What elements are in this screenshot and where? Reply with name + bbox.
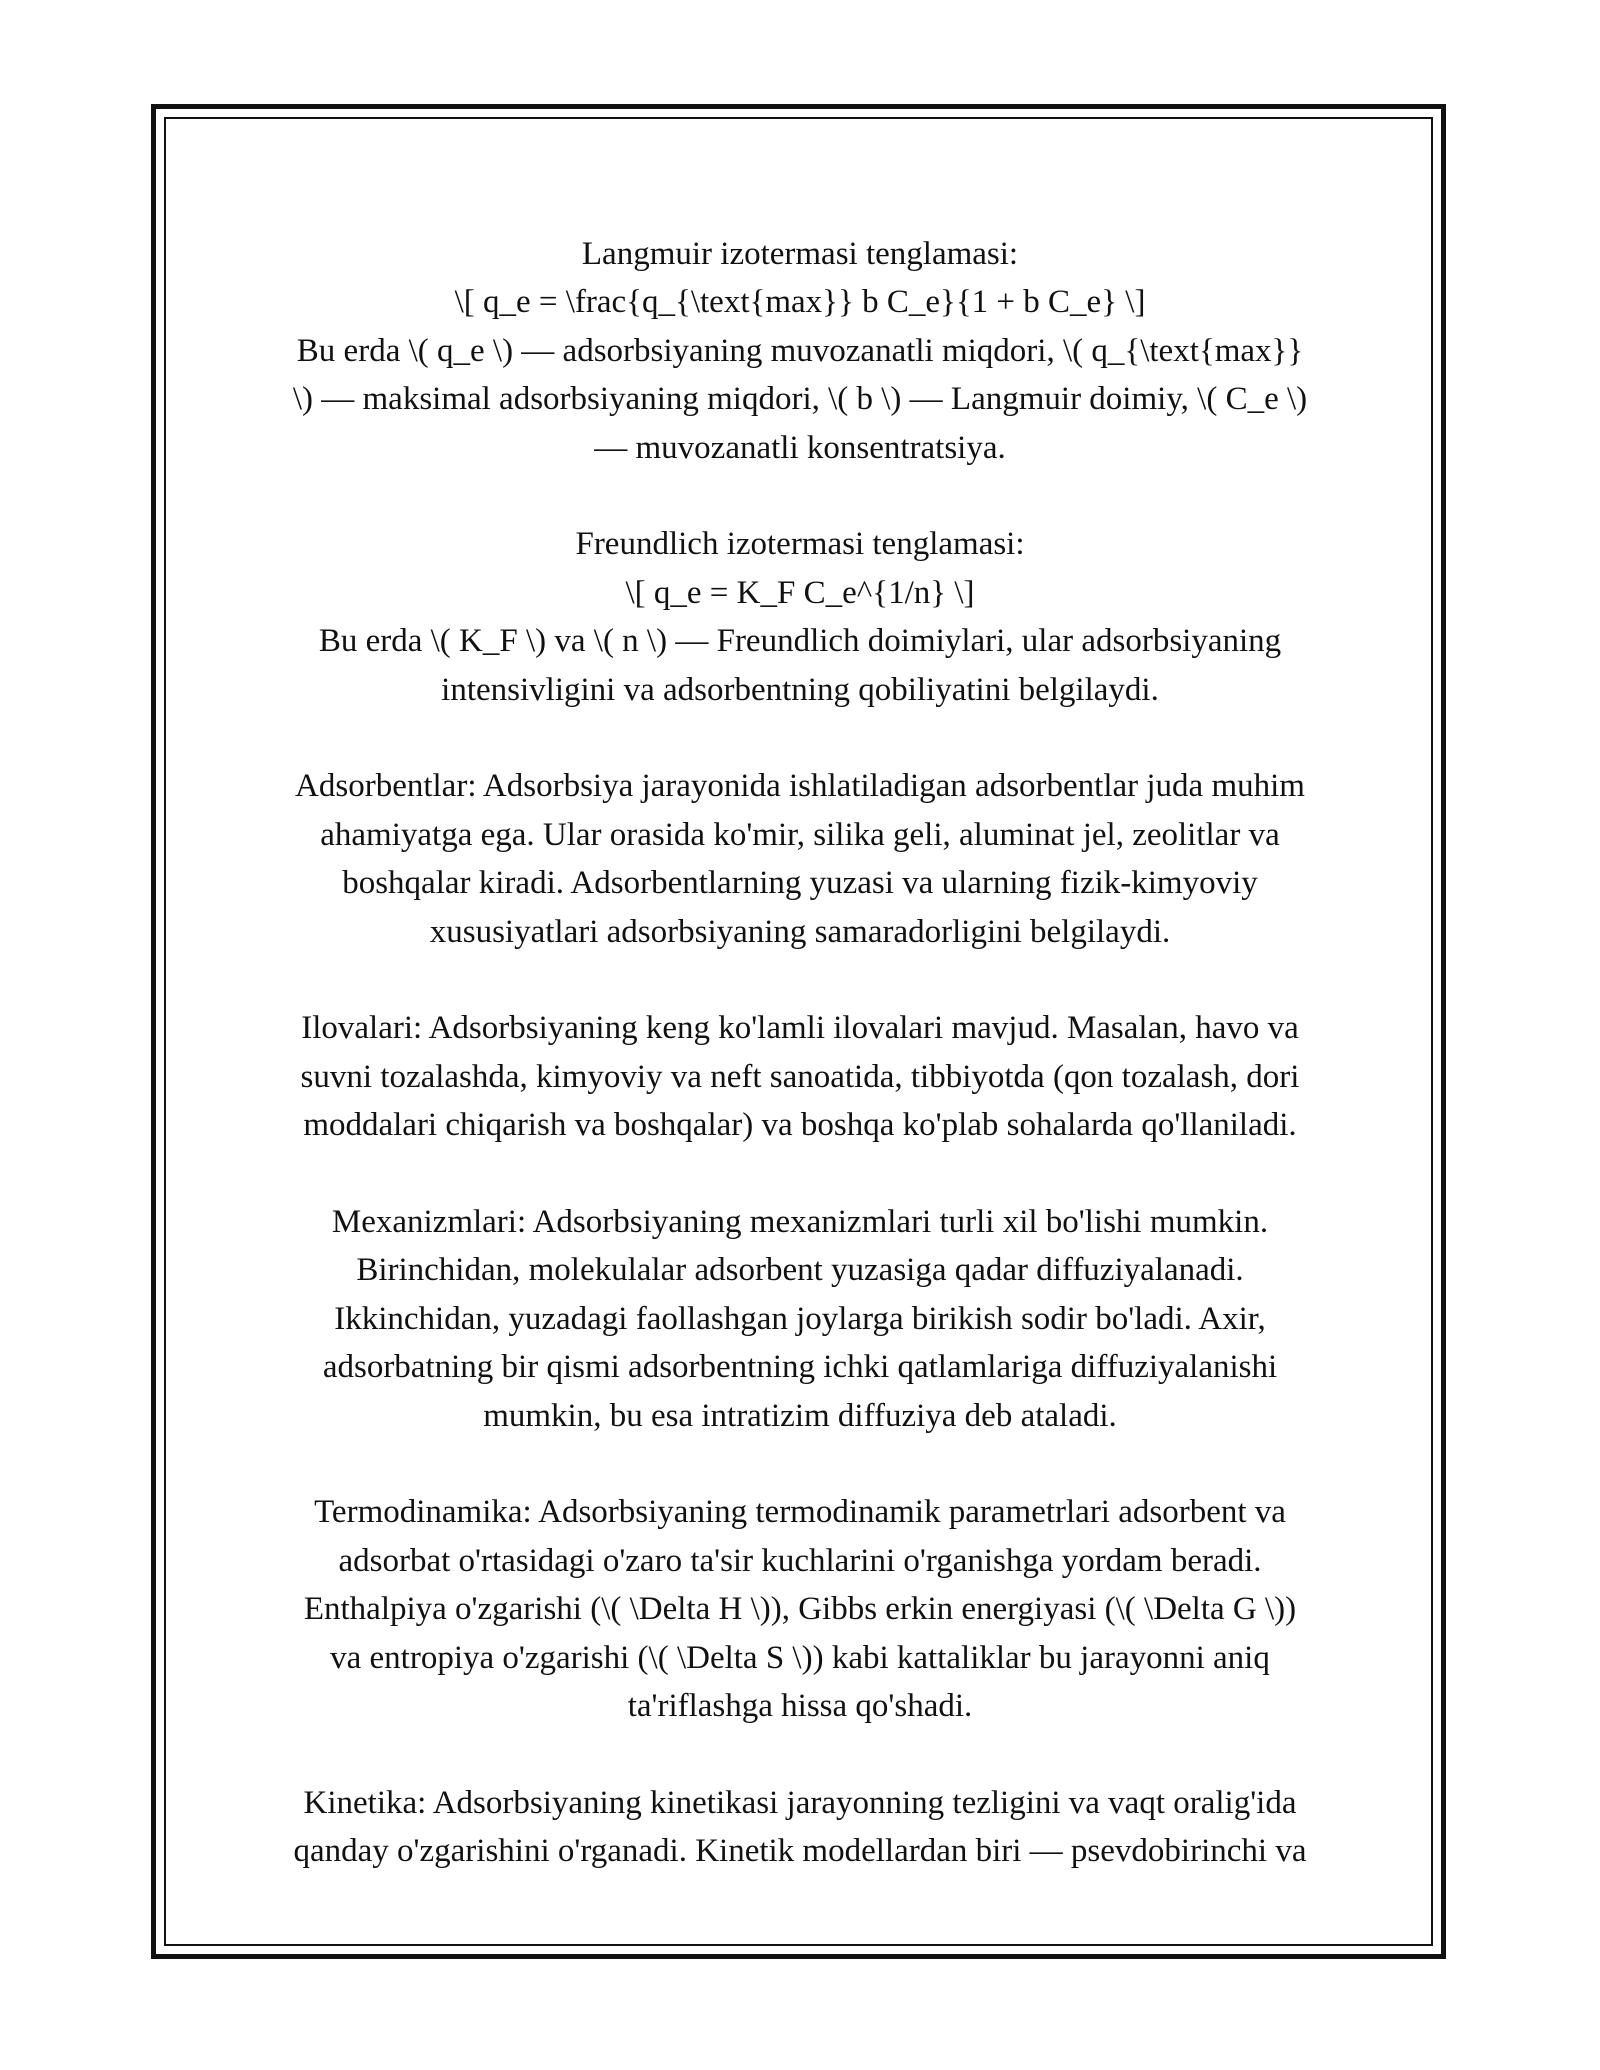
text-line: Ikkinchidan, yuzadagi faollashgan joylarga birikish sodir bo'ladi. Axir, [334,1300,1266,1337]
paragraph-mexanizmlari [222,1198,1378,1440]
text-line: Bu erda \( K_F \) va \( n \) — Freundlich doimiylari, ular adsorbsiyaning [318,623,1282,660]
formula-line: \[ q_e = K_F C_e^{1/n} \] [625,574,975,611]
document-body [222,230,1378,1924]
text-line: adsorbatning bir qismi adsorbentning ichki qatlamlariga diffuziyalanishi [322,1349,1278,1386]
text-line: qanday o'zgarishini o'rganadi. Kinetik modellardan biri — psevdobirinchi va [293,1833,1307,1870]
text-line: — muvozanatli konsentratsiya. [594,429,1006,466]
paragraph-adsorbentlar [222,762,1378,956]
text-line: ahamiyatga ega. Ular orasida ko'mir, silika geli, aluminat jel, zeolitlar va [320,816,1280,853]
text-line: Birinchidan, molekulalar adsorbent yuzasiga qadar diffuziyalanadi. [356,1252,1244,1289]
text-line: adsorbat o'rtasidagi o'zaro ta'sir kuchlarini o'rganishga yordam beradi. [338,1542,1262,1579]
text-line: Kinetika: Adsorbsiyaning kinetikasi jarayonning tezligini va vaqt oralig'ida [303,1784,1297,1821]
text-line: \) — maksimal adsorbsiyaning miqdori, \( b \) — Langmuir doimiy, \( C_e \) [292,381,1308,418]
text-line: Ilovalari: Adsorbsiyaning keng ko'lamli ilovalari mavjud. Masalan, havo va [301,1010,1299,1047]
text-line: moddalari chiqarish va boshqalar) va boshqa ko'plab sohalarda qo'llaniladi. [303,1107,1297,1144]
text-line: ta'riflashga hissa qo'shadi. [627,1688,973,1725]
text-line: intensivligini va adsorbentning qobiliyatini belgilaydi. [441,671,1159,708]
text-line: Enthalpiya o'zgarishi (\( \Delta H \)), Gibbs erkin energiyasi (\( \Delta G \)) [303,1591,1297,1628]
paragraph-ilovalari [222,1004,1378,1149]
text-line: va entropiya o'zgarishi (\( \Delta S \)) kabi kattaliklar bu jarayonni aniq [330,1639,1270,1676]
text-line: Bu erda \( q_e \) — adsorbsiyaning muvozanatli miqdori, \( q_{\text{max}} [296,332,1304,369]
text-line: boshqalar kiradi. Adsorbentlarning yuzasi va ularning fizik-kimyoviy [342,865,1258,902]
text-line: Mexanizmlari: Adsorbsiyaning mexanizmlari turli xil bo'lishi mumkin. [331,1204,1269,1241]
text-line: Adsorbentlar: Adsorbsiya jarayonida ishlatiladigan adsorbentlar juda muhim [295,768,1305,805]
text-line: Termodinamika: Adsorbsiyaning termodinamik parametrlari adsorbent va [314,1494,1286,1531]
paragraph-langmuir [222,230,1378,472]
formula-line: \[ q_e = \frac{q_{\text{max}} b C_e}{1 + b C_e} \] [454,284,1146,321]
paragraph-kinetika [222,1779,1378,1876]
text-line: xususiyatlari adsorbsiyaning samaradorligini belgilaydi. [429,913,1171,950]
text-line: suvni tozalashda, kimyoviy va neft sanoatida, tibbiyotda (qon tozalash, dori [300,1058,1300,1095]
text-line: Langmuir izotermasi tenglamasi: [581,236,1019,272]
paragraph-termodinamika [222,1488,1378,1730]
text-line: mumkin, bu esa intratizim diffuziya deb ataladi. [483,1397,1117,1434]
paragraph-freundlich [222,520,1378,714]
text-line: Freundlich izotermasi tenglamasi: [575,526,1025,563]
